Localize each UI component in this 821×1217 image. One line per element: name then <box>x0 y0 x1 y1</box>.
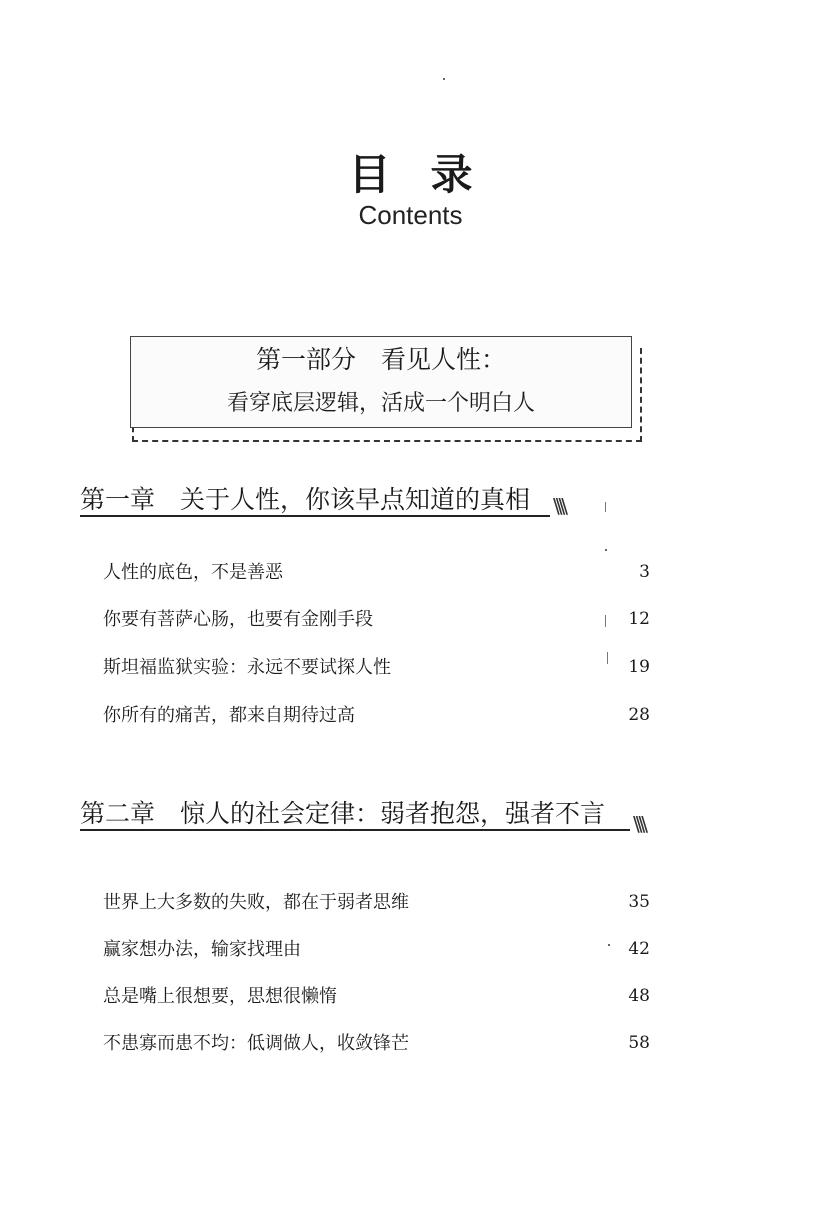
toc-page-number: 48 <box>628 986 650 1006</box>
toc-page-number: 19 <box>628 657 650 677</box>
toc-entry[interactable]: 斯坦福监狱实验：永远不要试探人性 <box>103 657 391 678</box>
chapter-rule <box>80 829 630 831</box>
toc-page-number: 35 <box>628 892 650 912</box>
toc-page-number: 12 <box>628 609 650 629</box>
toc-entry[interactable]: 你要有菩萨心肠，也要有金刚手段 <box>103 609 373 630</box>
part-title: 第一部分 看见人性： <box>255 345 506 374</box>
scan-speck <box>605 549 607 551</box>
toc-entry[interactable]: 不患寡而患不均：低调做人，收敛锋芒 <box>103 1033 409 1054</box>
toc-entry[interactable]: 人性的底色，不是善恶 <box>103 562 283 583</box>
toc-page-number: 42 <box>628 939 650 959</box>
page-subtitle: Contents <box>358 200 463 230</box>
chapter-rule <box>80 515 550 517</box>
toc-entry[interactable]: 赢家想办法，输家找理由 <box>103 939 301 960</box>
scan-speck <box>443 78 445 80</box>
page-title: 目录 <box>348 150 513 199</box>
scan-mark <box>607 652 608 664</box>
chapter-heading[interactable]: 第一章 关于人性，你该早点知道的真相 <box>80 485 531 514</box>
scan-mark <box>605 502 606 512</box>
toc-page-number: 28 <box>628 705 650 725</box>
toc-entry[interactable]: 世界上大多数的失败，都在于弱者思维 <box>103 892 409 913</box>
scan-mark <box>605 615 606 627</box>
hatch-decoration-icon: \\\\ <box>553 494 564 518</box>
scan-speck <box>608 944 610 946</box>
toc-entry[interactable]: 你所有的痛苦，都来自期待过高 <box>103 705 355 726</box>
toc-page-number: 3 <box>639 562 650 582</box>
toc-entry[interactable]: 总是嘴上很想要，思想很懒惰 <box>103 986 337 1007</box>
part-subtitle: 看穿底层逻辑，活成一个明白人 <box>226 391 535 416</box>
hatch-decoration-icon: \\\\ <box>633 812 644 836</box>
toc-page-number: 58 <box>628 1033 650 1053</box>
chapter-heading[interactable]: 第二章 惊人的社会定律：弱者抱怨，强者不言 <box>80 799 606 828</box>
